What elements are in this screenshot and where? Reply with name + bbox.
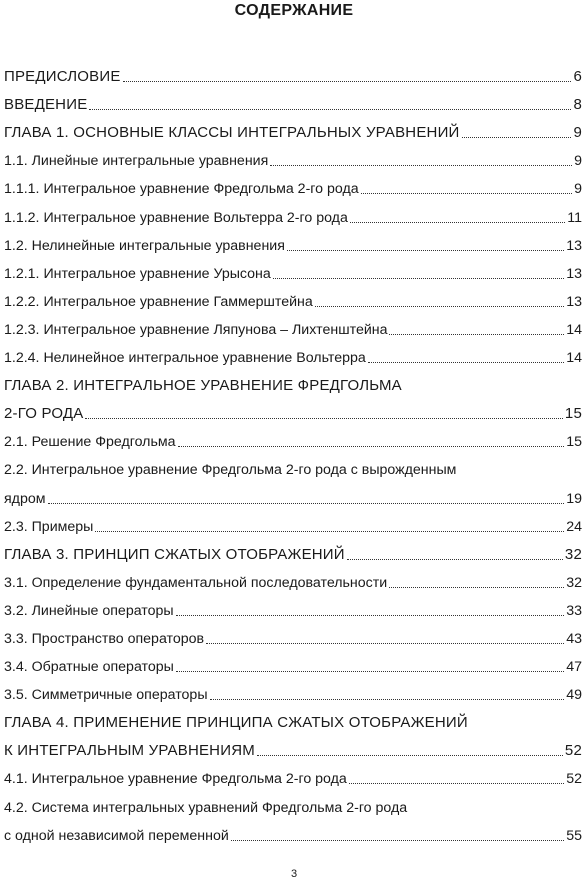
toc-entry-page: 6 <box>573 68 582 86</box>
toc-entry <box>4 704 582 732</box>
toc-entry-label: с одной независимой переменной <box>4 827 229 844</box>
toc-entry-label: 1.2.2. Интегральное уравнение Гаммерштейна <box>4 293 313 310</box>
toc-entry-label: ПРЕДИСЛОВИЕ <box>4 68 121 86</box>
dot-leader <box>176 670 564 672</box>
dot-leader <box>389 586 564 588</box>
dot-leader <box>389 333 564 335</box>
toc-entry-label: 1.2. Нелинейные интегральные уравнения <box>4 237 285 254</box>
dot-leader <box>350 221 565 223</box>
toc-entry <box>4 451 582 479</box>
toc-entry-page: 9 <box>574 181 582 198</box>
dot-leader <box>95 530 564 532</box>
toc-entry-label: 2.2. Интегральное уравнение Фредгольма 2-го рода с вырожденным <box>4 462 457 479</box>
dot-leader <box>231 839 564 841</box>
toc-entry <box>4 817 582 845</box>
toc-entry <box>4 564 582 592</box>
dot-leader <box>347 558 563 560</box>
toc-entry <box>4 676 582 704</box>
toc-entry <box>4 423 582 451</box>
toc-entry <box>4 283 582 311</box>
toc-entry-label: 2.1. Решение Фредгольма <box>4 434 176 451</box>
toc-entry <box>4 227 582 255</box>
toc-entry-page: 14 <box>566 350 582 367</box>
page-number: 3 <box>290 868 298 880</box>
toc-entry-label: 1.2.1. Интегральное уравнение Урысона <box>4 265 271 282</box>
toc-entry-label: 1.2.4. Нелинейное интегральное уравнение Вольтерра <box>4 350 366 367</box>
dot-leader <box>315 305 564 307</box>
toc-entry-page: 13 <box>566 293 582 310</box>
toc-entry <box>4 536 582 564</box>
toc-entry <box>4 788 582 816</box>
toc-entry-label: ядром <box>4 490 46 507</box>
toc-entry-page: 55 <box>566 827 582 844</box>
toc-entry <box>4 58 582 86</box>
toc-entry-page: 9 <box>573 124 582 142</box>
dot-leader <box>257 754 563 756</box>
toc-entry <box>4 648 582 676</box>
toc-entry-label: 1.2.3. Интегральное уравнение Ляпунова – Лихтенштейна <box>4 321 388 338</box>
toc-entry-page: 9 <box>574 153 582 170</box>
toc-entry-label: 2.3. Примеры <box>4 518 94 535</box>
toc-entry-page: 13 <box>566 265 582 282</box>
toc-entry-page: 52 <box>564 742 582 760</box>
dot-leader <box>270 164 572 166</box>
toc-entry-page: 32 <box>566 574 582 591</box>
dot-leader <box>273 277 564 279</box>
toc-entry-page: 8 <box>573 96 582 114</box>
toc-entry-label: ГЛАВА 1. ОСНОВНЫЕ КЛАССЫ ИНТЕГРАЛЬНЫХ УРАВНЕНИЙ <box>4 124 460 142</box>
toc-entry <box>4 620 582 648</box>
toc-entry-page: 14 <box>566 321 582 338</box>
dot-leader <box>123 80 572 82</box>
toc-entry-label: 4.2. Система интегральных уравнений Фредгольма 2-го рода <box>4 799 408 816</box>
dot-leader <box>210 698 565 700</box>
toc-entry <box>4 395 582 423</box>
toc-entry <box>4 508 582 536</box>
dot-leader <box>89 108 571 110</box>
toc-entry-label: 1.1.2. Интегральное уравнение Вольтерра 2-го рода <box>4 209 348 226</box>
toc-entry <box>4 170 582 198</box>
toc-entry <box>4 339 582 367</box>
toc-entry <box>4 198 582 226</box>
toc-list <box>4 58 582 845</box>
toc-entry-page: 32 <box>564 545 582 563</box>
toc-entry <box>4 86 582 114</box>
toc-entry-label: 1.1. Линейные интегральные уравнения <box>4 153 269 170</box>
dot-leader <box>349 782 564 784</box>
toc-entry-page: 33 <box>566 602 582 619</box>
dot-leader <box>48 502 565 504</box>
toc-entry <box>4 142 582 170</box>
toc-entry-label: 3.4. Обратные операторы <box>4 659 174 676</box>
dot-leader <box>178 445 565 447</box>
toc-entry-page: 24 <box>566 518 582 535</box>
toc-entry-label: 3.2. Линейные операторы <box>4 602 174 619</box>
toc-entry-label: 3.3. Пространство операторов <box>4 630 205 647</box>
toc-entry-page: 49 <box>566 687 582 704</box>
toc-entry-page: 47 <box>566 659 582 676</box>
toc-entry-page: 11 <box>567 209 582 226</box>
toc-entry-label: К ИНТЕГРАЛЬНЫМ УРАВНЕНИЯМ <box>4 742 255 760</box>
toc-entry-label: 4.1. Интегральное уравнение Фредгольма 2-го рода <box>4 771 347 788</box>
toc-entry-page: 52 <box>566 771 582 788</box>
toc-entry-page: 43 <box>566 630 582 647</box>
toc-entry-page: 19 <box>566 490 582 507</box>
toc-entry <box>4 367 582 395</box>
dot-leader <box>206 642 564 644</box>
toc-entry-label: 3.5. Симметричные операторы <box>4 687 208 704</box>
dot-leader <box>368 361 564 363</box>
toc-entry <box>4 255 582 283</box>
toc-entry-page: 15 <box>566 434 582 451</box>
toc-entry-label: 1.1.1. Интегральное уравнение Фредгольма 2-го рода <box>4 181 359 198</box>
dot-leader <box>85 417 562 419</box>
dot-leader <box>176 614 565 616</box>
toc-entry-label: 3.1. Определение фундаментальной последовательности <box>4 574 388 591</box>
toc-entry-label: 2-ГО РОДА <box>4 405 84 423</box>
toc-entry <box>4 114 582 142</box>
toc-entry-label: ГЛАВА 3. ПРИНЦИП СЖАТЫХ ОТОБРАЖЕНИЙ <box>4 545 345 563</box>
dot-leader <box>361 192 572 194</box>
toc-entry <box>4 760 582 788</box>
toc-entry <box>4 732 582 760</box>
toc-entry-label: ГЛАВА 4. ПРИМЕНЕНИЕ ПРИНЦИПА СЖАТЫХ ОТОБРАЖЕНИЙ <box>4 714 468 732</box>
toc-entry <box>4 479 582 507</box>
toc-entry <box>4 311 582 339</box>
toc-entry-label: ВВЕДЕНИЕ <box>4 96 88 114</box>
dot-leader <box>287 249 564 251</box>
dot-leader <box>462 136 572 138</box>
toc-entry-page: 13 <box>566 237 582 254</box>
toc-title: СОДЕРЖАНИЕ <box>234 2 354 19</box>
toc-entry <box>4 592 582 620</box>
toc-entry-label: ГЛАВА 2. ИНТЕГРАЛЬНОЕ УРАВНЕНИЕ ФРЕДГОЛЬМА <box>4 377 402 395</box>
toc-entry-page: 15 <box>564 405 582 423</box>
